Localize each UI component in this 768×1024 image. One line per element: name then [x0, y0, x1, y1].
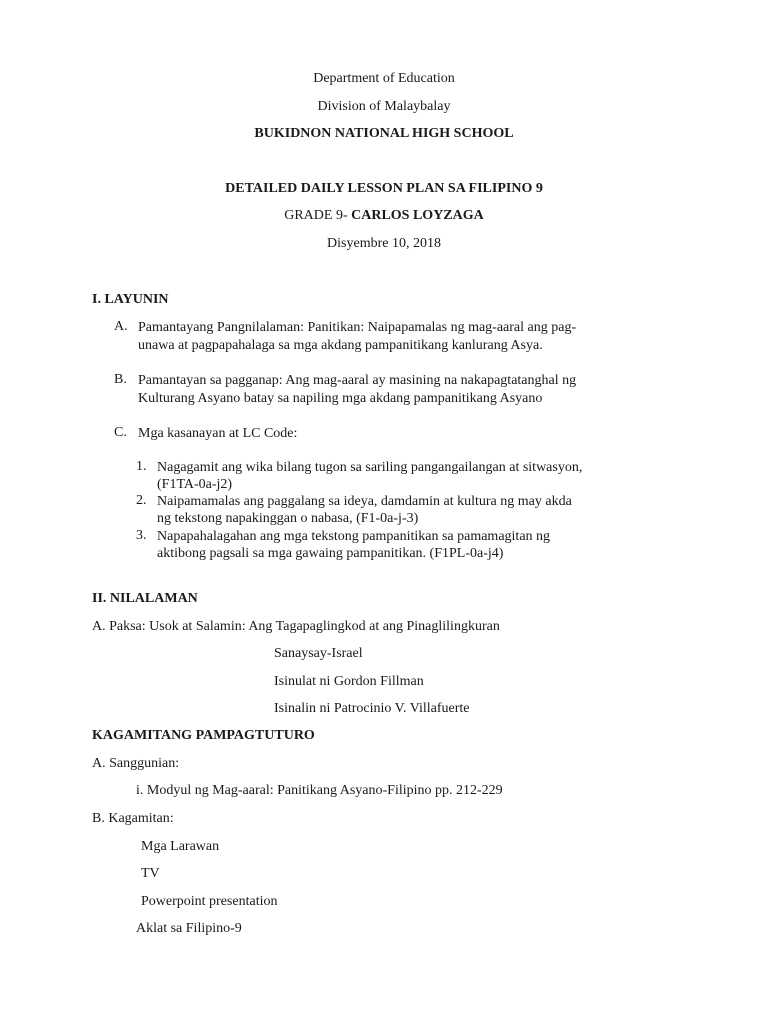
grade-label: GRADE 9-: [284, 208, 348, 223]
competency-line2: ng tekstong napakinggan o nabasa, (F1-0a-j-3): [157, 511, 419, 526]
section-name: CARLOS LOYZAGA: [351, 208, 484, 223]
sanggunian-label: A. Sanggunian:: [92, 756, 180, 771]
sanggunian-item: i. Modyul ng Mag-aaral: Panitikang Asyano-Filipino pp. 212-229: [136, 783, 503, 798]
competency-marker: 3.: [136, 528, 147, 543]
item-marker: A.: [114, 319, 128, 334]
kagamitan-label: B. Kagamitan:: [92, 811, 174, 826]
translator-line: Isinalin ni Patrocinio V. Villafuerte: [274, 701, 470, 716]
layunin-heading: I. LAYUNIN: [92, 292, 169, 307]
genre-line: Sanaysay-Israel: [274, 646, 363, 661]
item-text-line2: unawa at pagpapahalaga sa mga akdang pampanitikang kanlurang Asya.: [138, 338, 543, 353]
plan-title: DETAILED DAILY LESSON PLAN SA FILIPINO 9: [225, 181, 543, 196]
grade-section-line: [0, 208, 768, 224]
competency-line1: Naipamamalas ang paggalang sa ideya, damdamin at kultura ng may akda: [157, 494, 572, 509]
competency-line2: aktibong pagsali sa mga gawaing pampanitikan. (F1PL-0a-j4): [157, 546, 504, 561]
competency-marker: 2.: [136, 493, 147, 508]
competency-marker: 1.: [136, 459, 147, 474]
material-item: Aklat sa Filipino-9: [136, 921, 242, 936]
item-text-line2: Kulturang Asyano batay sa napiling mga akdang pampanitikang Asyano: [138, 391, 543, 406]
nilalaman-heading: II. NILALAMAN: [92, 591, 198, 606]
division-line: Division of Malaybalay: [317, 99, 451, 114]
item-text-line1: Mga kasanayan at LC Code:: [138, 426, 298, 441]
competency-line1: Nagagamit ang wika bilang tugon sa sariling pangangailangan at sitwasyon,: [157, 460, 583, 475]
item-text-line1: Pamantayan sa pagganap: Ang mag-aaral ay masining na nakapagtatanghal ng: [138, 373, 577, 388]
kagamitan-heading: KAGAMITANG PAMPAGTUTURO: [92, 728, 315, 743]
paksa-line: A. Paksa: Usok at Salamin: Ang Tagapaglingkod at ang Pinaglilingkuran: [92, 619, 500, 634]
material-item: Powerpoint presentation: [141, 894, 278, 909]
material-item: TV: [141, 866, 160, 881]
lesson-date: Disyembre 10, 2018: [327, 236, 441, 251]
competency-line1: Napapahalagahan ang mga tekstong pampanitikan sa pamamagitan ng: [157, 529, 551, 544]
item-text-line1: Pamantayang Pangnilalaman: Panitikan: Naipapamalas ng mag-aaral ang pag-: [138, 320, 577, 335]
material-item: Mga Larawan: [141, 839, 220, 854]
item-marker: C.: [114, 425, 127, 440]
author-line: Isinulat ni Gordon Fillman: [274, 674, 424, 689]
competency-line2: (F1TA-0a-j2): [157, 477, 233, 492]
item-marker: B.: [114, 372, 127, 387]
department-line: Department of Education: [313, 71, 455, 86]
school-name: BUKIDNON NATIONAL HIGH SCHOOL: [254, 126, 514, 141]
